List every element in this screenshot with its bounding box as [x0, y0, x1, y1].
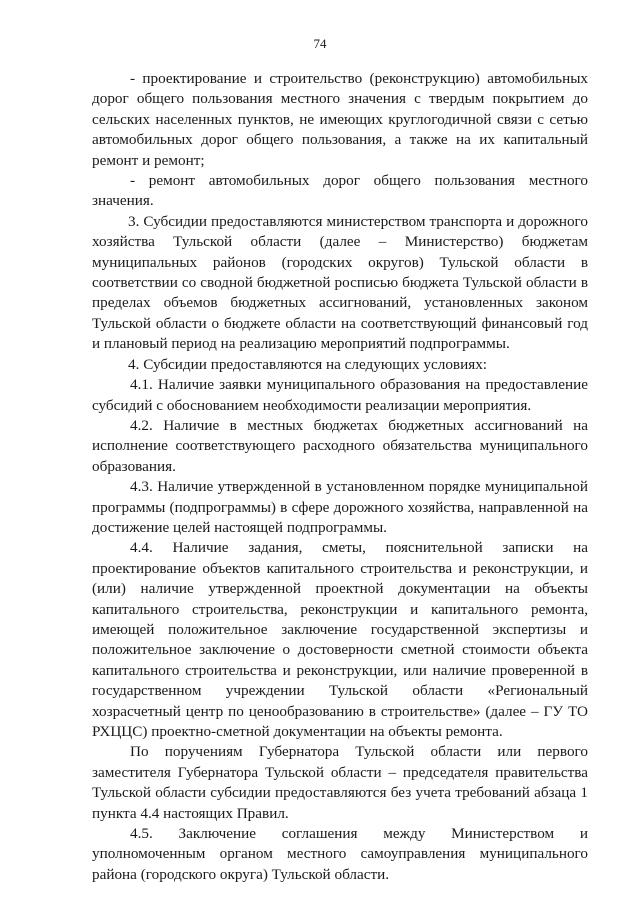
- paragraph-4-5: 4.5. Заключение соглашения между Министерством и уполномоченным органом местного самоуправления муниципального района (городского округа) Тульской области.: [92, 825, 588, 883]
- paragraph-4-1: 4.1. Наличие заявки муниципального образования на предоставление субсидий с обоснованием необходимости реализации мероприятия.: [92, 376, 588, 414]
- paragraph-4-conditions: 4. Субсидии предоставляются на следующих условиях:: [128, 355, 488, 373]
- document-body: [92, 69, 588, 885]
- paragraph-4-2: 4.2. Наличие в местных бюджетах бюджетных ассигнований на исполнение соответствующего расходного обязательства муниципального образования.: [92, 416, 588, 475]
- paragraph-governor-instructions: По поручениям Губернатора Тульской области или первого заместителя Губернатора Тульской области – председателя правительства Тульской области субсидии предоставляются без учета требований абзаца 1 пункта 4.4 настоящих Правил.: [92, 743, 588, 822]
- paragraph-design-construction: - проектирование и строительство (реконструкцию) автомобильных дорог общего пользования местного значения с твердым покрытием до сельских населенных пунктов, не имеющих круглогодичной связи с сетью автомобильных дорог общего пользования, а также на их капитальный ремонт и ремонт;: [92, 70, 588, 169]
- paragraph-road-repair: - ремонт автомобильных дорог общего пользования местного значения.: [92, 172, 588, 210]
- paragraph-4-4: 4.4. Наличие задания, сметы, пояснительной записки на проектирование объектов капитального строительства и реконструкции, и (или) наличие утвержденной проектной документации на объекты капитального строительства, реконструкции и капитального ремонта, имеющей положительное заключение государственной экспертизы и положительное заключение о достоверности сметной стоимости объекта капитального строительства и реконструкции, или наличие проверенной в государственном учреждении Тульской области «Региональный хозрасчетный центр по ценообразованию в строительстве» (далее – ГУ ТО РХЦЦС) проектно-сметной документации на объекты ремонта.: [92, 539, 588, 740]
- paragraph-4-3: 4.3. Наличие утвержденной в установленном порядке муниципальной программы (подпрограммы) в сфере дорожного хозяйства, направленной на достижение целей настоящей подпрограммы.: [92, 478, 588, 536]
- paragraph-3-subsidies-provided: 3. Субсидии предоставляются министерством транспорта и дорожного хозяйства Тульской области (далее – Министерство) бюджетам муниципальных районов (городских округов) Тульской области в соответствии со сводной бюджетной росписью бюджета Тульской области в пределах объемов бюджетных ассигнований, установленных законом Тульской области о бюджете области на соответствующий финансовый год и плановый период на реализацию мероприятий подпрограммы.: [92, 212, 588, 353]
- page-number: 74: [313, 36, 327, 51]
